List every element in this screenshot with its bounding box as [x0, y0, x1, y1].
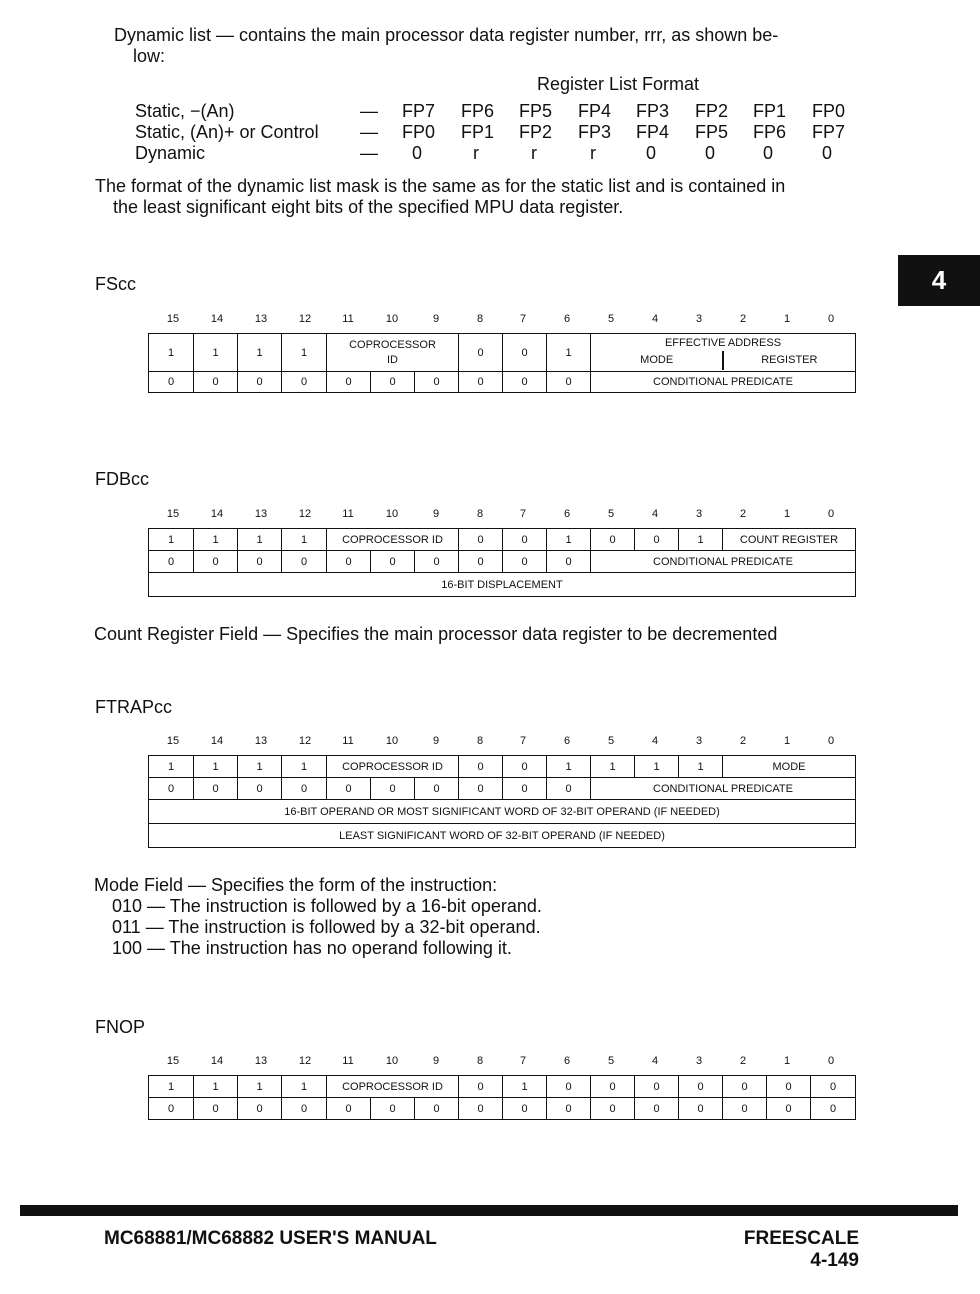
ea-register-label: REGISTER: [761, 354, 818, 366]
bit-number: 8: [476, 313, 484, 325]
bit-cell: 0: [767, 1098, 811, 1120]
intro-line2: low:: [133, 46, 166, 66]
bit-number: 4: [651, 1055, 659, 1067]
bit-number: 9: [432, 313, 440, 325]
bit-number: 7: [519, 508, 527, 520]
fscc-format-table: [148, 333, 856, 393]
bit-number: 0: [827, 313, 835, 325]
displacement-field: 16-BIT DISPLACEMENT: [149, 573, 856, 597]
bit-cell: 0: [503, 372, 547, 393]
bit-number: 3: [695, 508, 703, 520]
bit-cell: 1: [282, 334, 327, 372]
chapter-tab: 4: [898, 255, 980, 306]
bit-number: 4: [651, 735, 659, 747]
rlf-row-dash: —: [360, 122, 378, 142]
bit-cell: 0: [547, 551, 591, 573]
rlf-cell: FP2: [519, 122, 553, 142]
coprocessor-label: COPROCESSOR: [349, 339, 436, 351]
rlf-cell: FP3: [636, 101, 670, 121]
rlf-cell: r: [473, 143, 479, 163]
rlf-cell: FP0: [812, 101, 846, 121]
bit-cell: 0: [503, 551, 547, 573]
bit-cell: 1: [282, 1076, 327, 1098]
footer-publisher: FREESCALE: [743, 1228, 859, 1249]
bit-cell: 1: [547, 756, 591, 778]
rlf-cell: 0: [822, 143, 833, 163]
mode-item: 010 — The instruction is followed by a 16-bit operand.: [112, 896, 542, 916]
bit-number: 5: [607, 1055, 615, 1067]
bit-number: 3: [695, 735, 703, 747]
bit-cell: 0: [459, 372, 503, 393]
bit-cell: 0: [635, 1098, 679, 1120]
footer-right: [744, 1228, 859, 1272]
rlf-cell: FP4: [578, 101, 612, 121]
bit-number: 0: [827, 508, 835, 520]
rlf-row-dash: —: [360, 101, 378, 121]
bit-cell: 1: [238, 529, 282, 551]
bit-cell: 0: [149, 551, 194, 573]
rlf-cell: FP0: [402, 122, 436, 142]
bit-number: 5: [607, 735, 615, 747]
bit-number: 1: [783, 508, 791, 520]
rlf-cell: FP7: [402, 101, 436, 121]
bit-number: 5: [607, 508, 615, 520]
bit-cell: 0: [723, 1076, 767, 1098]
bit-cell: 1: [591, 756, 635, 778]
coprocessor-id-field: COPROCESSOR ID: [327, 529, 459, 551]
bit-number: 14: [210, 735, 224, 747]
ftrapcc-title: FTRAPcc: [95, 697, 173, 717]
bit-number: 4: [651, 313, 659, 325]
bit-cell: 0: [547, 1076, 591, 1098]
bit-numbers-fdbcc: [0, 508, 980, 522]
bit-numbers-fscc: [0, 313, 980, 327]
bit-number: 15: [166, 1055, 180, 1067]
bit-number: 3: [695, 1055, 703, 1067]
bit-number: 3: [695, 313, 703, 325]
bit-cell: 1: [149, 1076, 194, 1098]
footer-page-number: 4-149: [810, 1250, 859, 1271]
rlf-cell: FP7: [812, 122, 846, 142]
fdbcc-title: FDBcc: [95, 469, 149, 489]
bit-number: 9: [432, 735, 440, 747]
bit-number: 12: [298, 735, 312, 747]
bit-cell: 0: [282, 778, 327, 800]
conditional-predicate-field: CONDITIONAL PREDICATE: [591, 551, 856, 573]
bit-cell: 0: [459, 756, 503, 778]
rlf-cell: 0: [763, 143, 774, 163]
bit-number: 6: [563, 508, 571, 520]
bit-number: 11: [342, 508, 354, 520]
coprocessor-id-field: COPROCESSOR ID: [327, 1076, 459, 1098]
bit-cell: 0: [371, 372, 415, 393]
coprocessor-id-label: ID: [387, 354, 398, 366]
bit-cell: 1: [149, 334, 194, 372]
bit-cell: 0: [723, 1098, 767, 1120]
bit-cell: 0: [415, 1098, 459, 1120]
rlf-row-label: Static, (An)+ or Control: [135, 122, 319, 142]
bit-cell: 0: [194, 372, 238, 393]
bit-number: 5: [607, 313, 615, 325]
bit-number: 2: [739, 313, 747, 325]
bit-cell: 0: [371, 1098, 415, 1120]
rlf-cell: FP5: [695, 122, 729, 142]
bit-cell: 0: [811, 1076, 856, 1098]
bit-number: 10: [385, 735, 399, 747]
conditional-predicate-field: CONDITIONAL PREDICATE: [591, 372, 856, 393]
fdbcc-format-table: [148, 528, 856, 597]
rlf-cell: FP3: [578, 122, 612, 142]
note-line2: the least significant eight bits of the specified MPU data register.: [113, 197, 624, 217]
bit-cell: 0: [327, 551, 371, 573]
bit-cell: 0: [547, 1098, 591, 1120]
bit-cell: 1: [679, 529, 723, 551]
bit-cell: 0: [415, 372, 459, 393]
operand-high-field: 16-BIT OPERAND OR MOST SIGNIFICANT WORD OF 32-BIT OPERAND (IF NEEDED): [149, 800, 856, 824]
mode-field-note: Mode Field — Specifies the form of the instruction:: [94, 875, 498, 895]
bit-cell: 1: [194, 756, 238, 778]
mode-item: 011 — The instruction is followed by a 32-bit operand.: [112, 917, 541, 937]
intro-line1: Dynamic list — contains the main processor data register number, rrr, as shown be-: [114, 25, 779, 45]
bit-cell: 1: [238, 756, 282, 778]
conditional-predicate-field: CONDITIONAL PREDICATE: [591, 778, 856, 800]
mode-field: MODE: [723, 756, 856, 778]
bit-cell: 1: [282, 529, 327, 551]
bit-number: 14: [210, 1055, 224, 1067]
bit-number: 11: [342, 1055, 354, 1067]
bit-cell: 0: [635, 529, 679, 551]
bit-number: 12: [298, 1055, 312, 1067]
bit-cell: 0: [238, 551, 282, 573]
bit-number: 13: [254, 508, 268, 520]
bit-cell: 1: [194, 1076, 238, 1098]
bit-cell: 0: [591, 529, 635, 551]
register-list-format-title: Register List Format: [537, 74, 700, 94]
rlf-cell: 0: [412, 143, 423, 163]
bit-number: 14: [210, 508, 224, 520]
coprocessor-id-field: [327, 334, 459, 372]
bit-number: 0: [827, 1055, 835, 1067]
fnop-title: FNOP: [95, 1017, 146, 1037]
ea-mode-label: MODE: [640, 354, 674, 366]
ftrapcc-format-table: [148, 755, 856, 848]
bit-cell: 0: [415, 551, 459, 573]
bit-cell: 0: [149, 372, 194, 393]
bit-cell: 0: [679, 1098, 723, 1120]
bit-cell: 1: [635, 756, 679, 778]
bit-cell: 0: [459, 778, 503, 800]
bit-number: 6: [563, 735, 571, 747]
bit-number: 9: [432, 1055, 440, 1067]
bit-cell: 0: [591, 1076, 635, 1098]
bit-cell: 1: [282, 756, 327, 778]
effective-address-field: [591, 334, 856, 372]
bit-cell: 1: [679, 756, 723, 778]
bit-cell: 0: [282, 372, 327, 393]
bit-cell: 0: [811, 1098, 856, 1120]
bit-number: 12: [298, 508, 312, 520]
bit-cell: 0: [767, 1076, 811, 1098]
rlf-cell: 0: [705, 143, 716, 163]
bit-number: 9: [432, 508, 440, 520]
bit-cell: 0: [679, 1076, 723, 1098]
bit-cell: 0: [459, 551, 503, 573]
bit-cell: 1: [238, 1076, 282, 1098]
bit-cell: 0: [238, 778, 282, 800]
coprocessor-id-field: COPROCESSOR ID: [327, 756, 459, 778]
bit-number: 4: [651, 508, 659, 520]
bit-cell: 0: [459, 1098, 503, 1120]
bit-number: 12: [298, 313, 312, 325]
bit-cell: 0: [282, 1098, 327, 1120]
bit-number: 15: [166, 508, 180, 520]
bit-cell: 1: [149, 756, 194, 778]
fnop-format-table: [148, 1075, 856, 1120]
bit-number: 6: [563, 1055, 571, 1067]
rlf-row-label: Dynamic: [135, 143, 206, 163]
effective-address-label: EFFECTIVE ADDRESS: [664, 336, 782, 349]
bit-cell: 1: [194, 529, 238, 551]
bit-cell: 0: [371, 551, 415, 573]
bit-cell: 0: [459, 1076, 503, 1098]
bit-cell: 0: [503, 756, 547, 778]
bit-number: 1: [783, 735, 791, 747]
bit-cell: 0: [194, 1098, 238, 1120]
bit-cell: 1: [547, 334, 591, 372]
bit-cell: 0: [149, 778, 194, 800]
bit-cell: 0: [194, 551, 238, 573]
bit-numbers-fnop: [0, 1055, 980, 1069]
bit-cell: 0: [327, 778, 371, 800]
bit-cell: 0: [503, 778, 547, 800]
bit-number: 2: [739, 508, 747, 520]
bit-number: 11: [342, 735, 354, 747]
note-line1: The format of the dynamic list mask is the same as for the static list and is contained in: [95, 176, 786, 196]
bit-cell: 1: [503, 1076, 547, 1098]
bit-cell: 0: [635, 1076, 679, 1098]
bit-cell: 0: [415, 778, 459, 800]
bit-cell: 0: [371, 778, 415, 800]
bit-number: 2: [739, 735, 747, 747]
bit-cell: 1: [194, 334, 238, 372]
bit-cell: 1: [149, 529, 194, 551]
bit-number: 15: [166, 313, 180, 325]
bit-cell: 0: [282, 551, 327, 573]
operand-low-field: LEAST SIGNIFICANT WORD OF 32-BIT OPERAND (IF NEEDED): [149, 824, 856, 848]
rlf-row-dash: —: [360, 143, 378, 163]
bit-number: 8: [476, 1055, 484, 1067]
count-register-field: COUNT REGISTER: [723, 529, 856, 551]
rlf-cell: FP1: [461, 122, 495, 142]
bit-cell: 0: [503, 1098, 547, 1120]
bit-cell: 1: [238, 334, 282, 372]
bit-number: 14: [210, 313, 224, 325]
bit-cell: 0: [327, 372, 371, 393]
bit-cell: 0: [459, 334, 503, 372]
bit-cell: 0: [459, 529, 503, 551]
bit-number: 7: [519, 735, 527, 747]
rlf-cell: FP6: [753, 122, 787, 142]
bit-number: 11: [342, 313, 354, 325]
bit-number: 7: [519, 313, 527, 325]
rlf-cell: r: [531, 143, 537, 163]
bit-cell: 0: [591, 1098, 635, 1120]
fscc-title: FScc: [95, 274, 137, 294]
rlf-cell: FP5: [519, 101, 553, 121]
bit-cell: 0: [238, 372, 282, 393]
bit-cell: 0: [547, 778, 591, 800]
bit-number: 10: [385, 1055, 399, 1067]
bit-number: 13: [254, 735, 268, 747]
bit-number: 6: [563, 313, 571, 325]
rlf-cell: r: [590, 143, 596, 163]
footer-manual-title: MC68881/MC68882 USER'S MANUAL: [104, 1228, 437, 1249]
rlf-cell: 0: [646, 143, 657, 163]
bit-cell: 0: [503, 334, 547, 372]
rlf-cell: FP4: [636, 122, 670, 142]
bit-cell: 0: [194, 778, 238, 800]
rlf-row-label: Static, −(An): [135, 101, 235, 121]
bit-number: 1: [783, 313, 791, 325]
bit-number: 13: [254, 313, 268, 325]
count-register-note: Count Register Field — Specifies the main processor data register to be decremented: [94, 624, 778, 644]
bit-number: 0: [827, 735, 835, 747]
bit-numbers-ftrapcc: [0, 735, 980, 749]
bit-number: 13: [254, 1055, 268, 1067]
bit-number: 15: [166, 735, 180, 747]
bit-number: 8: [476, 735, 484, 747]
bit-number: 2: [739, 1055, 747, 1067]
bit-number: 7: [519, 1055, 527, 1067]
rlf-cell: FP6: [461, 101, 495, 121]
bit-cell: 0: [238, 1098, 282, 1120]
bit-cell: 0: [327, 1098, 371, 1120]
bit-number: 1: [783, 1055, 791, 1067]
bit-number: 10: [385, 313, 399, 325]
footer-rule: [20, 1205, 958, 1216]
bit-cell: 0: [503, 529, 547, 551]
bit-cell: 0: [547, 372, 591, 393]
bit-cell: 0: [149, 1098, 194, 1120]
rlf-cell: FP1: [753, 101, 787, 121]
bit-number: 10: [385, 508, 399, 520]
rlf-cell: FP2: [695, 101, 729, 121]
mode-item: 100 — The instruction has no operand following it.: [112, 938, 512, 958]
bit-cell: 1: [547, 529, 591, 551]
bit-number: 8: [476, 508, 484, 520]
